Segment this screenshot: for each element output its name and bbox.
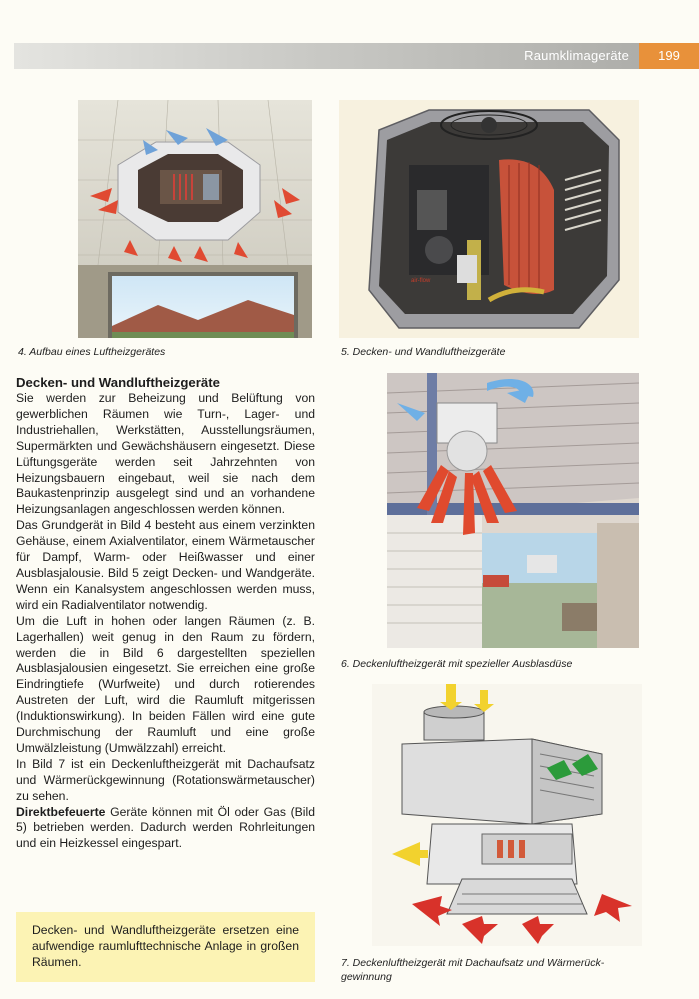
- article-paragraph: Um die Luft in hohen oder langen Räumen (z. B. Lagerhallen) weit genug in den Raum zu fördern, werden die in Bild 6 dargestellten speziellen Ausblasjalousien eingesetzt. Sie erreichen eine große Eindringtiefe (Wurfweite) und durch rotierendes Austreten der Luft, wird die Raumluft mitgerissen (Induktionswirkung). In beiden Fällen wird eine gute Durchmischung der Raumluft und eine große Umwälzleistung (Umwälzzahl) erreicht.: [16, 613, 315, 755]
- article-paragraph: In Bild 7 ist ein Deckenluftheizgerät mit Dachaufsatz und Wärmerückgewinnung (Rotationswärmetauscher) zu sehen.: [16, 756, 315, 803]
- summary-text: Decken- und Wandluftheizgeräte ersetzen eine aufwendige raumlufttechnische Anlage in großen Räumen.: [32, 923, 299, 969]
- figure-4-image: [78, 100, 312, 338]
- section-title: Raumklimageräte: [524, 48, 629, 63]
- figure-5-image: [339, 100, 639, 338]
- device-label: air-flow: [411, 278, 431, 284]
- figure-6-image: [387, 373, 639, 648]
- paragraph-rest: Geräte können mit Öl oder Gas (Bild 5) betrieben werden. Dadurch werden Rohrleitungen und ein Heizkessel eingespart.: [16, 804, 315, 851]
- article-body: [16, 375, 315, 852]
- bold-lead: Direktbefeuerte: [16, 804, 106, 819]
- figure-7-image: [372, 684, 642, 946]
- figure-7-caption: 7. Deckenluftheizgerät mit Dachaufsatz und Wärmerück-gewinnung: [341, 957, 605, 983]
- article-paragraph: Sie werden zur Beheizung und Belüftung von gewerblichen Räumen wie Turn-, Lager- und Industriehallen, Werkstätten, Ausstellungsräumen, Supermärkten und Gewächshäusern eingesetzt. Diese Lüftungsgeräte werden seit Jahrzehnten von Heizungsbauern eingebaut, weil sie nach dem Baukastenprinzip ausgelegt sind und an vorhandene Heizungsanlagen angeschlossen werden können.: [16, 391, 315, 517]
- figure-5-caption: 5. Decken- und Wandluftheizgeräte: [341, 346, 506, 358]
- article-paragraph-last: [16, 805, 315, 853]
- summary-box: [16, 912, 315, 982]
- figure-6-caption: 6. Deckenluftheizgerät mit spezieller Ausblasdüse: [341, 658, 573, 670]
- article-paragraph: Das Grundgerät in Bild 4 besteht aus einem verzinkten Gehäuse, einem Axialventilator, einem Wärmetauscher für Dampf, Warm- oder Heißwasser und einer Ausblasjalousie. Bild 5 zeigt Decken- und Wandgeräte. Wenn ein Kanalsystem angeschlossen werden muss, wird ein Radialventilator notwendig.: [16, 518, 315, 612]
- running-header: [14, 43, 699, 69]
- page-number: 199: [639, 43, 699, 69]
- figure-4-caption: 4. Aufbau eines Luftheizgerätes: [18, 346, 166, 358]
- article-heading: Decken- und Wandluftheizgeräte: [16, 375, 220, 390]
